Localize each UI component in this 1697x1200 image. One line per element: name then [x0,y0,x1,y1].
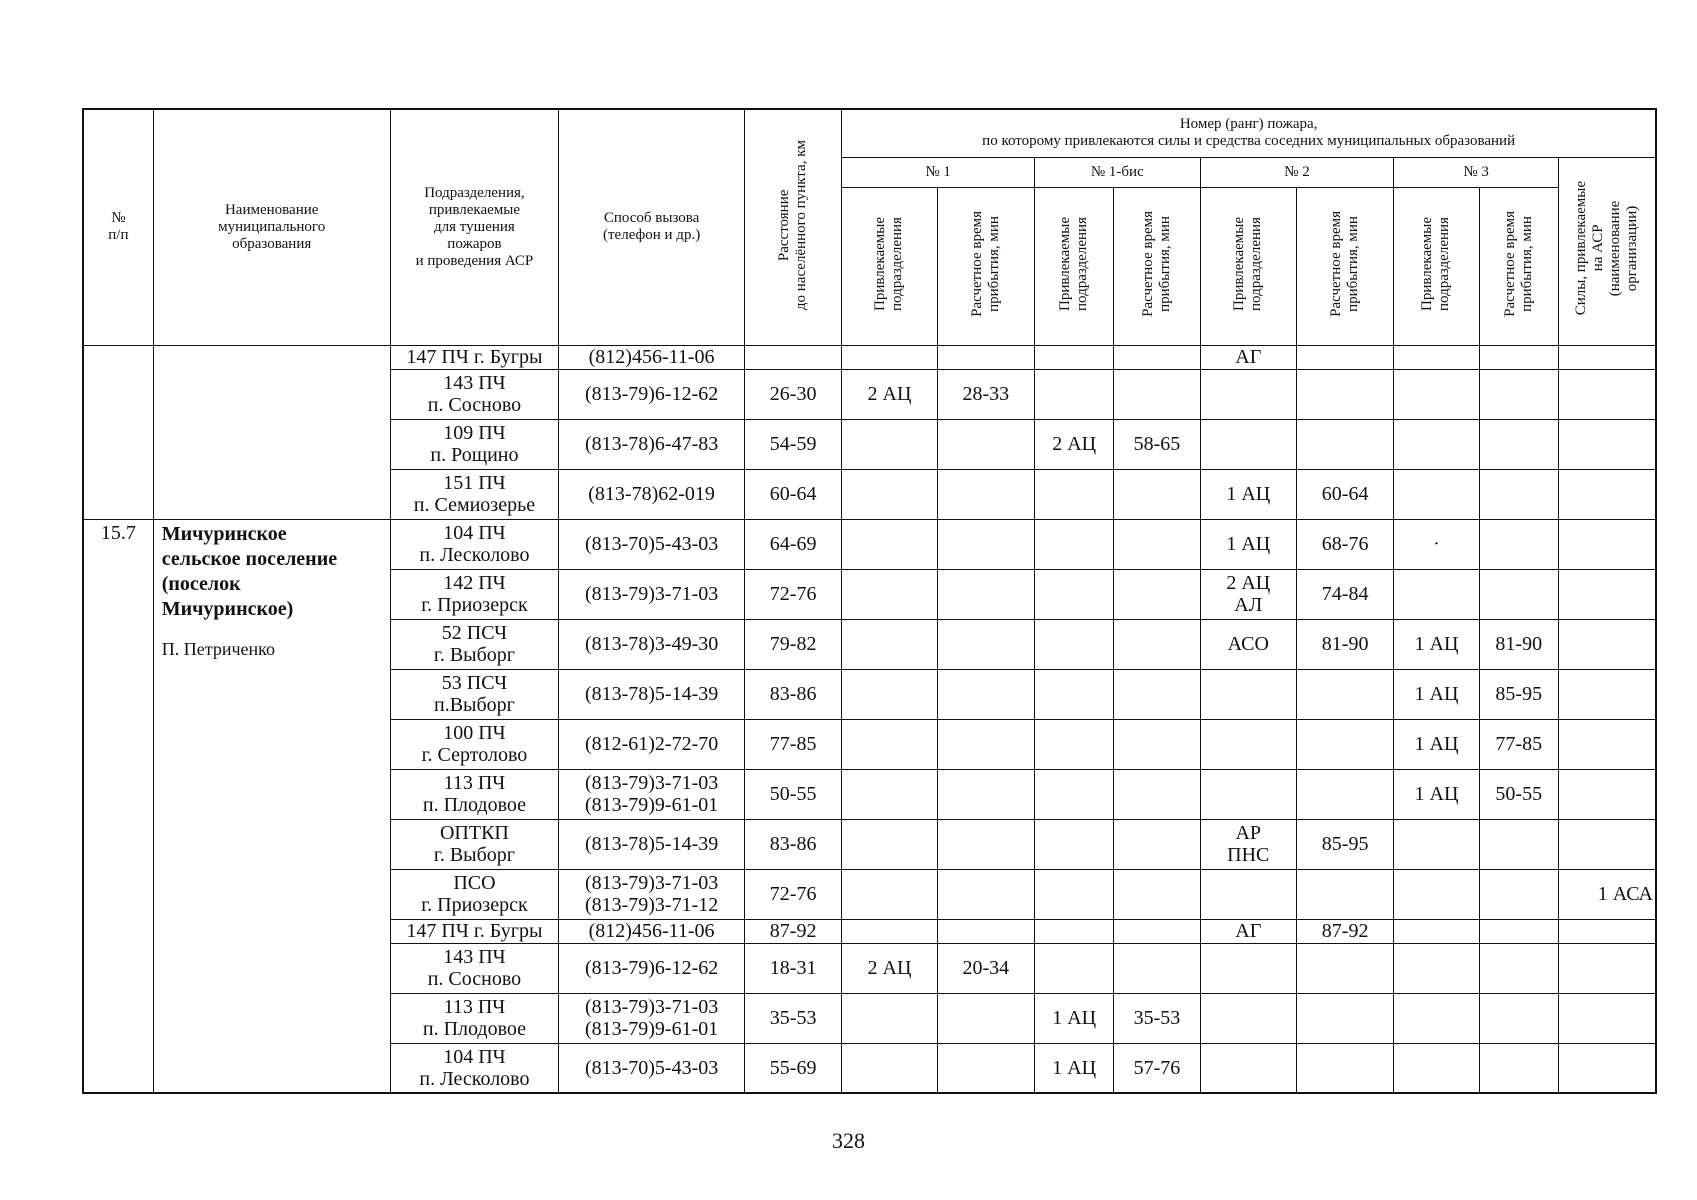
r1b-units-cell: 1 АЦ [1035,993,1114,1043]
distance-cell: 26-30 [744,369,841,419]
asr-cell [1558,769,1656,819]
asr-cell [1558,619,1656,669]
asr-cell [1558,669,1656,719]
unit-cell: 147 ПЧ г. Бугры [390,345,559,369]
unit-cell: 142 ПЧ г. Приозерск [390,569,559,619]
asr-cell [1558,469,1656,519]
asr-cell [1558,819,1656,869]
asr-cell [1558,369,1656,419]
r1b-time-cell [1114,943,1200,993]
r1-units-cell [842,669,937,719]
r2-time-cell: 68-76 [1296,519,1393,569]
header-call-method: Способ вызова (телефон и др.) [559,109,745,345]
r1-units-cell [842,869,937,919]
header-rank-1bis: № 1-бис [1035,157,1201,187]
r2-time-cell [1296,419,1393,469]
r2-time-cell: 85-95 [1296,819,1393,869]
r2-time-cell: 87-92 [1296,919,1393,943]
header-rank-3: № 3 [1394,157,1559,187]
r1-time-cell [937,819,1034,869]
phone-cell: (813-78)5-14-39 [559,819,745,869]
unit-cell: 53 ПСЧ п.Выборг [390,669,559,719]
r1b-time-cell: 58-65 [1114,419,1200,469]
r1-time-cell [937,619,1034,669]
r2-units-cell: 2 АЦ АЛ [1200,569,1296,619]
r1b-units-cell [1035,669,1114,719]
r2-units-cell [1200,943,1296,993]
r1-units-cell [842,619,937,669]
r3-units-cell [1394,345,1479,369]
r1b-units-cell [1035,519,1114,569]
phone-cell: (813-78)62-019 [559,469,745,519]
r3-units-cell: · [1394,519,1479,569]
r3-time-cell [1479,345,1558,369]
distance-cell [744,345,841,369]
r1-units-cell [842,769,937,819]
r1b-units-cell [1035,619,1114,669]
r1b-units-cell [1035,769,1114,819]
header-municipality-name: Наименование муниципального образования [153,109,390,345]
unit-cell: 104 ПЧ п. Лесколово [390,1043,559,1093]
r3-units-cell [1394,419,1479,469]
r1b-units-cell [1035,569,1114,619]
r1-time-cell [937,769,1034,819]
header-r1-attracted: Привлекаемые подразделения [842,187,937,345]
r1-time-cell [937,569,1034,619]
r1-units-cell [842,419,937,469]
phone-cell: (813-78)3-49-30 [559,619,745,669]
unit-cell: ОПТКП г. Выборг [390,819,559,869]
unit-cell: 113 ПЧ п. Плодовое [390,993,559,1043]
table-row [83,519,1656,569]
r3-time-cell [1479,1043,1558,1093]
r1b-time-cell [1114,819,1200,869]
r2-time-cell [1296,943,1393,993]
r2-units-cell [1200,719,1296,769]
r1b-units-cell [1035,919,1114,943]
r2-units-cell [1200,869,1296,919]
header-r1-arrival: Расчетное время прибытия, мин [937,187,1034,345]
r1-time-cell [937,345,1034,369]
distance-cell: 35-53 [744,993,841,1043]
unit-cell: 52 ПСЧ г. Выборг [390,619,559,669]
header-r2-arrival: Расчетное время прибытия, мин [1296,187,1393,345]
r1-units-cell [842,345,937,369]
distance-cell: 50-55 [744,769,841,819]
header-number: № п/п [83,109,153,345]
unit-cell: ПСО г. Приозерск [390,869,559,919]
r3-units-cell [1394,819,1479,869]
r1-time-cell [937,919,1034,943]
r3-units-cell: 1 АЦ [1394,619,1479,669]
header-r3-attracted: Привлекаемые подразделения [1394,187,1479,345]
unit-cell: 151 ПЧ п. Семиозерье [390,469,559,519]
r1-time-cell: 20-34 [937,943,1034,993]
r2-time-cell [1296,369,1393,419]
r1-units-cell [842,993,937,1043]
r3-time-cell [1479,569,1558,619]
r3-time-cell [1479,919,1558,943]
r1-time-cell [937,993,1034,1043]
unit-cell: 143 ПЧ п. Сосново [390,943,559,993]
r2-units-cell [1200,993,1296,1043]
asr-cell [1558,943,1656,993]
asr-cell [1558,919,1656,943]
r1b-time-cell [1114,569,1200,619]
r3-time-cell [1479,943,1558,993]
responsible-person: П. Петриченко [161,638,275,659]
r2-units-cell [1200,1043,1296,1093]
r1b-time-cell [1114,369,1200,419]
r1-time-cell [937,419,1034,469]
unit-cell: 147 ПЧ г. Бугры [390,919,559,943]
r3-units-cell [1394,919,1479,943]
r1-units-cell [842,719,937,769]
r3-units-cell: 1 АЦ [1394,769,1479,819]
phone-cell: (813-79)3-71-03 (813-79)9-61-01 [559,993,745,1043]
r2-units-cell: АР ПНС [1200,819,1296,869]
municipality-name: Мичуринское сельское поселение (поселок Мичуринское) [161,522,338,620]
r3-units-cell [1394,869,1479,919]
r1-time-cell [937,719,1034,769]
r2-units-cell [1200,669,1296,719]
r1b-time-cell: 35-53 [1114,993,1200,1043]
phone-cell: (813-79)3-71-03 [559,569,745,619]
unit-cell: 113 ПЧ п. Плодовое [390,769,559,819]
r1-units-cell: 2 АЦ [842,943,937,993]
r2-units-cell: АСО [1200,619,1296,669]
r3-time-cell: 81-90 [1479,619,1558,669]
r2-units-cell [1200,369,1296,419]
r2-units-cell: АГ [1200,345,1296,369]
r1-units-cell [842,919,937,943]
phone-cell: (812-61)2-72-70 [559,719,745,769]
name-cell-previous [153,345,390,519]
r1-time-cell [937,669,1034,719]
page-number: 328 [832,1128,865,1153]
phone-cell: (813-78)5-14-39 [559,669,745,719]
distance-cell: 64-69 [744,519,841,569]
r1b-units-cell [1035,719,1114,769]
r2-time-cell [1296,345,1393,369]
header-distance: Расстояние до населённого пункта, км [744,109,841,345]
header-rank-1: № 1 [842,157,1035,187]
r3-time-cell [1479,819,1558,869]
r3-time-cell [1479,869,1558,919]
phone-cell: (812)456-11-06 [559,919,745,943]
r2-units-cell [1200,419,1296,469]
phone-cell: (813-79)6-12-62 [559,943,745,993]
r1b-time-cell [1114,769,1200,819]
fire-forces-table [82,108,1657,1094]
r1b-units-cell: 2 АЦ [1035,419,1114,469]
asr-cell [1558,419,1656,469]
r1-units-cell [842,819,937,869]
unit-cell: 109 ПЧ п. Рощино [390,419,559,469]
r1-time-cell [937,1043,1034,1093]
header-r2-attracted: Привлекаемые подразделения [1200,187,1296,345]
distance-cell: 77-85 [744,719,841,769]
distance-cell: 83-86 [744,819,841,869]
r1b-time-cell [1114,469,1200,519]
distance-cell: 72-76 [744,869,841,919]
distance-cell: 83-86 [744,669,841,719]
r1-units-cell: 2 АЦ [842,369,937,419]
unit-cell: 143 ПЧ п. Сосново [390,369,559,419]
phone-cell: (813-79)6-12-62 [559,369,745,419]
r2-units-cell: АГ [1200,919,1296,943]
r3-time-cell [1479,993,1558,1043]
r3-units-cell: 1 АЦ [1394,719,1479,769]
asr-cell [1558,569,1656,619]
r3-time-cell: 50-55 [1479,769,1558,819]
r3-units-cell [1394,469,1479,519]
distance-cell: 18-31 [744,943,841,993]
r2-time-cell: 81-90 [1296,619,1393,669]
r3-time-cell [1479,519,1558,569]
r3-units-cell: 1 АЦ [1394,669,1479,719]
asr-cell [1558,519,1656,569]
header-fire-rank: Номер (ранг) пожара, по которому привлекаются силы и средства соседних муниципальных образований [842,109,1656,157]
header-rank-2: № 2 [1200,157,1394,187]
header-asr-forces: Силы, привлекаемые на АСР (наименование организации) [1558,157,1656,345]
r1b-time-cell [1114,345,1200,369]
r2-units-cell: 1 АЦ [1200,519,1296,569]
r1b-time-cell [1114,519,1200,569]
r1b-time-cell [1114,919,1200,943]
asr-cell [1558,1043,1656,1093]
header-r1b-attracted: Привлекаемые подразделения [1035,187,1114,345]
header-units: Подразделения, привлекаемые для тушения пожаров и проведения АСР [390,109,559,345]
r2-time-cell [1296,993,1393,1043]
phone-cell: (813-70)5-43-03 [559,1043,745,1093]
r1-units-cell [842,1043,937,1093]
asr-cell [1558,345,1656,369]
r1b-units-cell [1035,819,1114,869]
r2-time-cell [1296,1043,1393,1093]
r2-time-cell [1296,769,1393,819]
r1-time-cell [937,469,1034,519]
distance-cell: 60-64 [744,469,841,519]
r1b-units-cell [1035,943,1114,993]
phone-cell: (813-78)6-47-83 [559,419,745,469]
r3-units-cell [1394,993,1479,1043]
header-r3-arrival: Расчетное время прибытия, мин [1479,187,1558,345]
asr-cell: 1 АСА [1558,869,1656,919]
r1b-units-cell [1035,345,1114,369]
distance-cell: 55-69 [744,1043,841,1093]
distance-cell: 72-76 [744,569,841,619]
r3-time-cell: 77-85 [1479,719,1558,769]
table-body [83,345,1656,1093]
phone-cell: (813-70)5-43-03 [559,519,745,569]
r3-units-cell [1394,369,1479,419]
r2-time-cell [1296,869,1393,919]
number-cell-previous [83,345,153,519]
r1b-time-cell [1114,669,1200,719]
municipality-cell [153,519,390,1093]
r2-time-cell [1296,669,1393,719]
r1b-units-cell [1035,469,1114,519]
r1b-units-cell [1035,869,1114,919]
phone-cell: (813-79)3-71-03 (813-79)3-71-12 [559,869,745,919]
r1-time-cell: 28-33 [937,369,1034,419]
r1b-units-cell [1035,369,1114,419]
unit-cell: 104 ПЧ п. Лесколово [390,519,559,569]
r3-time-cell [1479,369,1558,419]
distance-cell: 87-92 [744,919,841,943]
r3-units-cell [1394,1043,1479,1093]
r1-units-cell [842,569,937,619]
r2-units-cell [1200,769,1296,819]
r3-units-cell [1394,943,1479,993]
table-row [83,345,1656,369]
r2-units-cell: 1 АЦ [1200,469,1296,519]
r2-time-cell: 60-64 [1296,469,1393,519]
r2-time-cell: 74-84 [1296,569,1393,619]
r3-units-cell [1394,569,1479,619]
header-r1b-arrival: Расчетное время прибытия, мин [1114,187,1200,345]
r1-time-cell [937,869,1034,919]
asr-cell [1558,993,1656,1043]
r1-units-cell [842,469,937,519]
r1b-time-cell [1114,869,1200,919]
r1b-time-cell [1114,619,1200,669]
distance-cell: 79-82 [744,619,841,669]
r1b-units-cell: 1 АЦ [1035,1043,1114,1093]
phone-cell: (813-79)3-71-03 (813-79)9-61-01 [559,769,745,819]
r2-time-cell [1296,719,1393,769]
r1b-time-cell: 57-76 [1114,1043,1200,1093]
r1-units-cell [842,519,937,569]
r1-time-cell [937,519,1034,569]
phone-cell: (812)456-11-06 [559,345,745,369]
r3-time-cell [1479,469,1558,519]
unit-cell: 100 ПЧ г. Сертолово [390,719,559,769]
distance-cell: 54-59 [744,419,841,469]
r1b-time-cell [1114,719,1200,769]
r3-time-cell: 85-95 [1479,669,1558,719]
r3-time-cell [1479,419,1558,469]
asr-cell [1558,719,1656,769]
section-number: 15.7 [83,519,153,1093]
